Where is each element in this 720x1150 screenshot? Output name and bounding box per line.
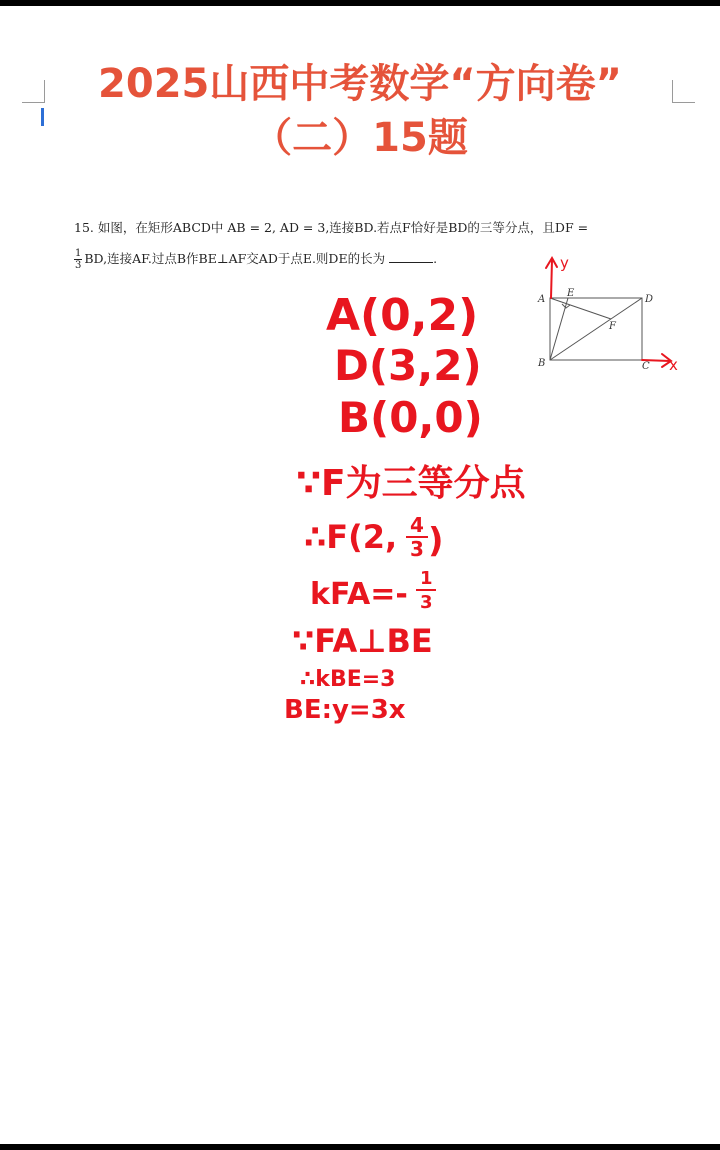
problem-number: 15.	[74, 220, 94, 235]
label-a: A	[538, 294, 546, 305]
page-subtitle: （二）15题	[252, 115, 468, 161]
bottom-nav-bar	[0, 1144, 720, 1150]
label-d: D	[645, 294, 654, 305]
x-axis-label: x	[669, 356, 678, 374]
hw-f-den: 3	[410, 537, 424, 561]
y-axis-label: y	[560, 254, 569, 272]
label-f: F	[609, 321, 616, 332]
label-e: E	[567, 288, 575, 299]
fraction-one-third: $\frac{1}{3}$	[75, 248, 82, 271]
problem-text-2: BD,连接AF.过点B作BE⊥AF交AD于点E.则DE的长为	[84, 251, 386, 266]
hw-k-den: 3	[420, 592, 433, 613]
hw-line-be: BE:y=3x	[284, 695, 406, 725]
hw-line-kbe: ∴kBE=3	[300, 667, 396, 692]
hw-f-num: 4	[410, 513, 424, 537]
hw-line-kfa: kFA=-	[310, 577, 408, 612]
hw-line-b: B(0,0)	[338, 393, 483, 442]
hw-k-num: 1	[420, 568, 433, 589]
label-c: C	[642, 361, 650, 372]
hw-line-a: A(0,2)	[326, 290, 479, 341]
page-title: 2025山西中考数学“方向卷”	[98, 61, 622, 107]
hw-line-perp: ∵FA⊥BE	[292, 622, 433, 660]
label-b: B	[538, 358, 546, 369]
hw-line-d: D(3,2)	[334, 341, 482, 390]
problem-text-1: 如图，在矩形ABCD中 AB = 2, AD = 3,连接BD.若点F恰好是BD的三等分点，且DF =	[97, 220, 589, 235]
hw-line-f-coord: ∴F(2,	[304, 518, 398, 556]
hw-f-close: )	[428, 521, 444, 561]
hw-line-f-trisect: ∵F为三等分点	[296, 463, 526, 504]
problem-line-2: $\frac{1}{3}$ BD,连接AF.过点B作BE⊥AF交AD于点E.则DE的长为 .	[75, 248, 438, 271]
